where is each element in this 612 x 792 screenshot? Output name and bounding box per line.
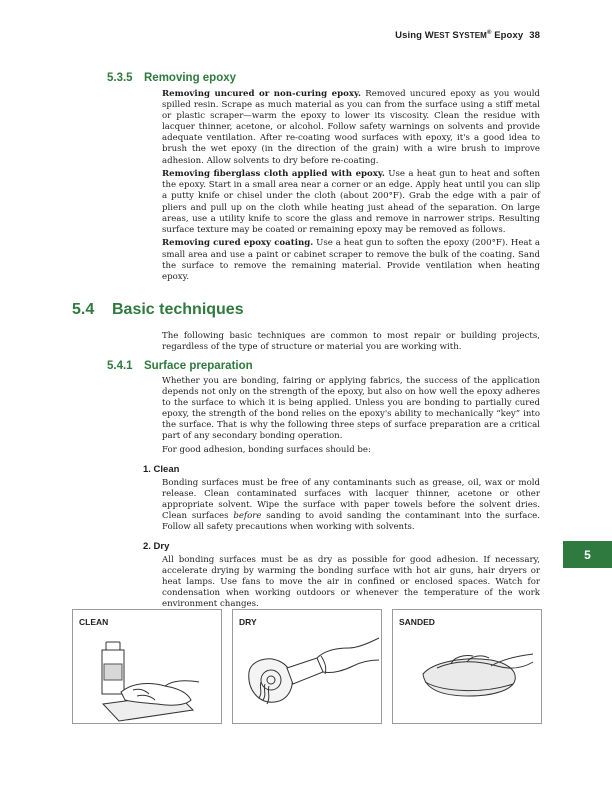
paragraph: Removing uncured or non-curing epoxy. Removed uncured epoxy as you would spilled resin. Scrape as much material as you can from the surface using a stiff metal or plastic scraper—warm the epoxy to lower its viscosity. Clean the residue with lacquer thinner, acetone, or alcohol. Follow safety warnings on solvents and provide adequate ventilation. After re-coating wood surfaces with epoxy, it's a good idea to brush the wet epoxy (in the direction of the grain) with a wire brush to improve adhesion. Allow solvents to dry before re-coating. xyxy=(162,89,540,166)
section-title-541: Surface preparation xyxy=(144,360,253,372)
figure-caption: DRY xyxy=(239,617,257,627)
paragraph: Removing cured epoxy coating. Use a heat gun to soften the epoxy (200°F). Heat a small area and use a paint or cabinet scraper to remove the bulk of the coating. Sand the surface to remove the remaining material. Provide ventilation when heating epoxy. xyxy=(162,238,540,282)
figure-caption: CLEAN xyxy=(79,617,109,627)
section-title-535: Removing epoxy xyxy=(144,72,237,84)
list-text-dry: All bonding surfaces must be as dry as possible for good adhesion. If necessary, accelerate drying by warming the bonding surface with hot air guns, hair dryers or heat lamps. Use fans to move the air in confined or enclosed spaces. Watch for condensation when working outdoors or whenever the temperature of the work environment changes. xyxy=(162,555,540,610)
section-number-541: 5.4.1 xyxy=(107,360,133,372)
figure-sanded xyxy=(392,609,542,724)
paragraph: Whether you are bonding, fairing or applying fabrics, the success of the application depends not only on the strength of the epoxy, but also on how well the epoxy adheres to the surface to which it is being applied. Unless you are bonding to partially cured epoxy, the strength of the bond relies on the epoxy's ability to mechanically “key” into the surface. That is why the following three steps of surface preparation are a critical part of any secondary bonding operation. xyxy=(162,376,540,442)
section-number-535: 5.3.5 xyxy=(107,72,133,84)
figure-dry xyxy=(232,609,382,724)
figure-clean xyxy=(72,609,222,724)
paragraph: For good adhesion, bonding surfaces should be: xyxy=(162,445,371,456)
list-label-clean: 1. Clean xyxy=(143,464,180,475)
chapter-tab: 5 xyxy=(563,541,612,568)
list-label-dry: 2. Dry xyxy=(143,541,170,552)
sanding-block-icon xyxy=(393,610,541,723)
section-number-54: 5.4 xyxy=(72,301,95,318)
section-541-body xyxy=(162,376,540,459)
section-title-54: Basic techniques xyxy=(112,301,244,318)
heat-gun-icon xyxy=(233,610,381,723)
section-54-intro: The following basic techniques are common to most repair or building projects, regardless of the type of structure or material you are working with. xyxy=(162,331,540,353)
running-head: Using WEST SYSTEM® Epoxy 38 xyxy=(395,30,540,42)
page-number: 38 xyxy=(529,30,540,42)
paragraph: Removing fiberglass cloth applied with epoxy. Use a heat gun to heat and soften the epoxy. Start in a small area near a corner or an edge. Apply heat until you can slip a putty knife or chisel under the cloth (about 200°F). Grab the edge with a pair of pliers and pull up on the cloth while heating just ahead of the separation. On large areas, use a utility knife to score the glass and remove in narrower strips. Resulting surface texture may be coated or remaining epoxy may be removed as follows. xyxy=(162,169,540,235)
figure-caption: SANDED xyxy=(399,617,435,627)
cleaning-hand-icon xyxy=(73,610,221,723)
list-text-clean: Bonding surfaces must be free of any contaminants such as grease, oil, wax or mold release. Clean contaminated surfaces with lacquer thinner, acetone or other appropriate solvent. Wipe the surface with paper towels before the solvent dries. Clean surfaces before sanding to avoid sanding the contaminant into the surface. Follow all safety precautions when working with solvents. xyxy=(162,478,541,533)
section-535-body xyxy=(162,89,540,285)
